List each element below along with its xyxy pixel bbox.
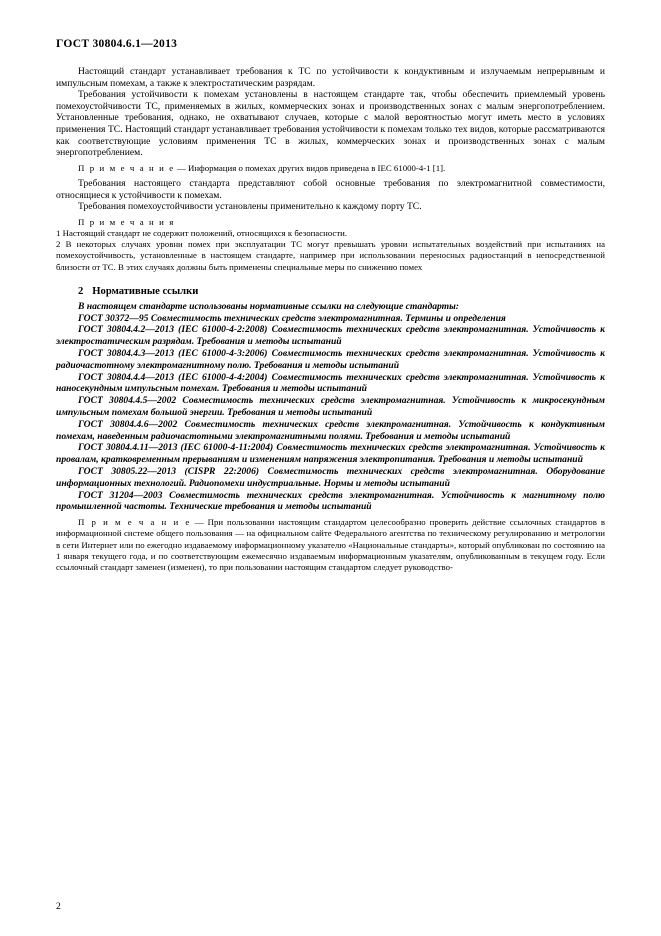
reference-item: ГОСТ 30804.4.4—2013 (IEC 61000-4-4:2004) Совместимость технических средств электромагнитная. Устойчивость к наносекундным импульсным помехам. Требования и методы испытаний (56, 371, 605, 395)
notes-block-label: П р и м е ч а н и я (78, 216, 175, 227)
note-single-label: П р и м е ч а н и е (78, 162, 175, 173)
intro-paragraph-1: Настоящий стандарт устанавливает требования к ТС по устойчивости к кондуктивным и излучаемым непрерывным и импульсным помехам, а также к электростатическим разрядам. (56, 66, 605, 89)
intro-paragraph-2: Требования устойчивости к помехам установлены в настоящем стандарте так, чтобы обеспечить приемлемый уровень помехоустойчивости ТС, применяемых в жилых, коммерческих зонах и производственных зонах с малым энергопотреблением. Установленные требования, однако, не охватывают случаев, которые с малой вероятностью могут иметь место в условиях применения ТС. Настоящий стандарт устанавливает требования устойчивости к помехам только тех видов, которые рассматриваются как соответствующие условиям применения ТС в жилых, коммерческих зонах и производственных зонах с малым энергопотреблением. (56, 89, 605, 159)
section-title: Нормативные ссылки (92, 285, 199, 297)
section-intro: В настоящем стандарте использованы нормативные ссылки на следующие стандарты: (78, 300, 459, 312)
reference-item: ГОСТ 30372—95 Совместимость технических средств электромагнитная. Термины и определения (78, 312, 506, 324)
section-heading (56, 286, 605, 297)
reference-item: ГОСТ 30804.4.6—2002 Совместимость технических средств электромагнитная. Устойчивость к кондуктивным помехам, наведенным радиочастотными электромагнитными полями. Требования и методы испытаний (56, 418, 605, 442)
notes-block-item-2: 2 В некоторых случаях уровни помех при эксплуатации ТС могут превышать уровни испытательных воздействий при испытаниях на помехоустойчивость, установленные в настоящем стандарте, например при использовании переносных радиостанций в непосредственной близости от ТС. В этих случаях должны быть применены специальные меры по снижению помех (56, 239, 605, 272)
reference-item: ГОСТ 31204—2003 Совместимость технических средств электромагнитная. Устойчивость к магнитному полю промышленной частоты. Технические требования и методы испытаний (56, 489, 605, 513)
final-note-text: — При пользовании настоящим стандартом целесообразно проверить действие ссылочных стандартов в информационной системе общего пользования — на официальном сайте Федерального агентства по техническому регулированию и метрологии в сети Интернет или по ежегодно издаваемому информационному указателю «Национальные стандарты», который опубликован по состоянию на 1 января текущего года, и по соответствующим ежемесячно издаваемым информационным указателям, опубликованным в текущем году. Если ссылочный стандарт заменен (изменен), то при пользовании настоящим стандартом следует руководство- (56, 517, 605, 572)
reference-item: ГОСТ 30804.4.11—2013 (IEC 61000-4-11:2004) Совместимость технических средств электромагнитная. Устойчивость к провалам, кратковременным прерываниям и изменениям напряжения электропитания. Требования и методы испытаний (56, 442, 605, 466)
reference-item: ГОСТ 30805.22—2013 (CISPR 22:2006) Совместимость технических средств электромагнитная. Оборудование информационных технологий. Радиопомехи индустриальные. Нормы и методы испытаний (56, 465, 605, 489)
reference-item: ГОСТ 30804.4.5—2002 Совместимость технических средств электромагнитная. Устойчивость к микросекундным импульсным помехам большой энергии. Требования и методы испытаний (56, 395, 605, 418)
page-header: ГОСТ 30804.6.1—2013 (56, 38, 178, 50)
note-single-text: — Информация о помехах других видов приведена в IEC 61000-4-1 [1]. (174, 162, 446, 173)
reference-item: ГОСТ 30804.4.3—2013 (IEC 61000-4-3:2006) Совместимость технических средств электромагнитная. Устойчивость к радиочастотному электромагнитному полю. Требования и методы испытаний (56, 347, 605, 371)
final-note (56, 517, 605, 573)
reference-item: ГОСТ 30804.4.2—2013 (IEC 61000-4-2:2008) Совместимость технических средств электромагнитная. Устойчивость к электростатическим разрядам. Требования и методы испытаний (56, 324, 605, 348)
section-number: 2 (78, 285, 84, 297)
after-note-paragraph-1: Требования настоящего стандарта представляют собой основные требования по электромагнитной совместимости, относящиеся к устойчивости к помехам. (56, 177, 605, 201)
final-note-label: П р и м е ч а н и е (78, 517, 191, 528)
notes-block-item-1: 1 Настоящий стандарт не содержит положений, относящихся к безопасности. (56, 227, 348, 238)
page-number: 2 (56, 901, 61, 912)
note-single (56, 163, 605, 174)
after-note-paragraph-2: Требования помехоустойчивости установлены применительно к каждому порту ТС. (78, 201, 422, 213)
